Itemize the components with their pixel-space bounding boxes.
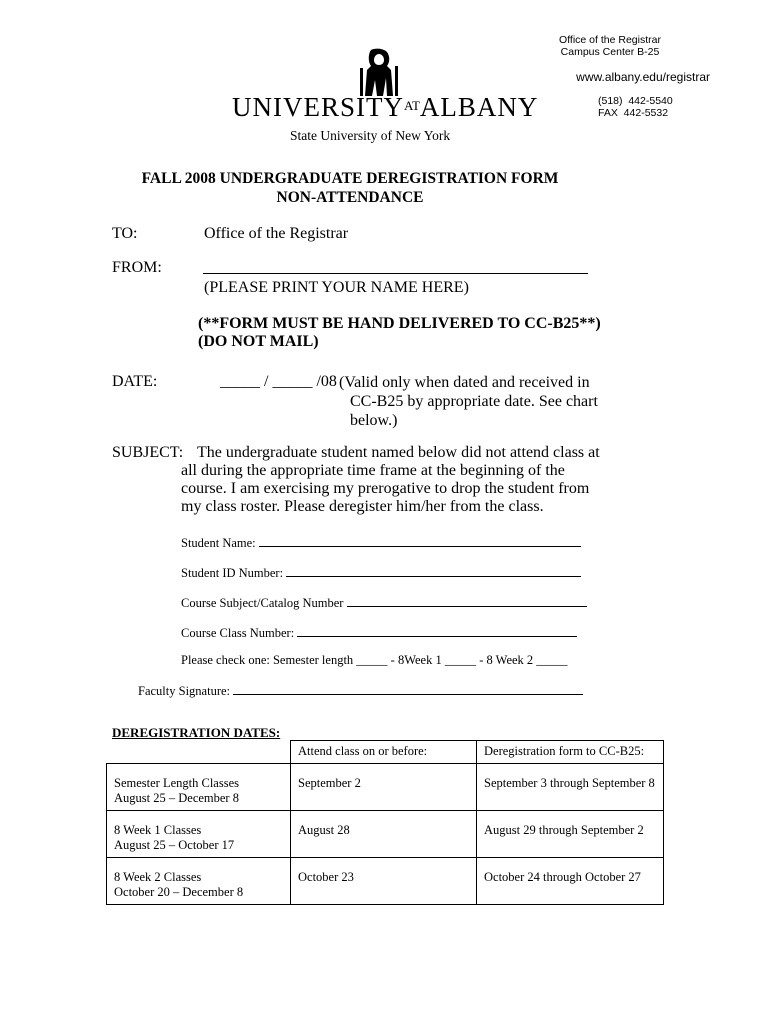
- session-range: August 25 – December 8: [114, 791, 239, 805]
- date-validity-note: [339, 373, 598, 430]
- registrar-contact: [535, 34, 685, 58]
- table-cell-dereg: August 29 through September 2: [477, 811, 664, 858]
- table-cell-dereg: September 3 through September 8: [477, 764, 664, 811]
- table-cell-attend: August 28: [291, 811, 477, 858]
- course-class-field[interactable]: [297, 624, 577, 637]
- registrar-website[interactable]: www.albany.edu/registrar: [576, 70, 710, 84]
- table-cell-attend: September 2: [291, 764, 477, 811]
- subject-line2: all during the appropriate time frame at the beginning of the: [181, 462, 565, 479]
- student-name-field[interactable]: [259, 534, 581, 547]
- wordmark-at: AT: [404, 98, 420, 113]
- university-wordmark: [232, 92, 538, 123]
- office-location: Campus Center B-25: [560, 46, 660, 58]
- deregistration-dates-heading: DEREGISTRATION DATES:: [112, 725, 281, 740]
- date-label: DATE:: [112, 373, 158, 390]
- course-subject-field[interactable]: [347, 594, 587, 607]
- table-cell-dereg: October 24 through October 27: [477, 858, 664, 905]
- student-id-row: [181, 564, 581, 581]
- date-note-line1: (Valid only when dated and received in: [339, 374, 590, 391]
- form-title-line2: NON-ATTENDANCE: [276, 189, 424, 206]
- office-name: Office of the Registrar: [559, 34, 661, 46]
- student-name-row: [181, 534, 581, 551]
- faculty-signature-field[interactable]: [233, 682, 583, 695]
- session-check-row[interactable]: Please check one: Semester length _____ - 8Week 1 _____ - 8 Week 2 _____: [181, 653, 568, 667]
- session-name: Semester Length Classes: [114, 776, 239, 790]
- subject-line3: course. I am exercising my prerogative to drop the student from: [181, 480, 590, 497]
- fax-number: FAX 442-5532: [598, 107, 669, 119]
- table-header-attend: Attend class on or before:: [291, 741, 477, 764]
- date-note-line3: below.): [350, 412, 398, 429]
- session-range: October 20 – December 8: [114, 885, 244, 899]
- phone-number: (518) 442-5540: [598, 95, 673, 107]
- table-header-empty: [107, 741, 291, 764]
- table-header-dereg: Deregistration form to CC-B25:: [477, 741, 664, 764]
- subject-line1: The undergraduate student named below did not attend class at: [197, 444, 600, 461]
- hand-deliver-notice: (**FORM MUST BE HAND DELIVERED TO CC-B25**): [198, 315, 601, 332]
- registrar-phone-fax: [598, 95, 673, 119]
- session-range: August 25 – October 17: [114, 838, 235, 852]
- session-name: 8 Week 2 Classes: [114, 870, 202, 884]
- course-class-label: Course Class Number:: [181, 626, 295, 640]
- date-note-line2: CC-B25 by appropriate date. See chart: [350, 393, 598, 410]
- to-value: Office of the Registrar: [204, 225, 349, 242]
- from-label: FROM:: [112, 259, 162, 276]
- table-cell-session: [107, 811, 291, 858]
- wordmark-albany: ALBANY: [419, 92, 539, 122]
- table-header-row: [107, 741, 664, 764]
- university-minerva-logo-icon: [357, 48, 401, 98]
- table-cell-attend: October 23: [291, 858, 477, 905]
- deregistration-dates-table: [106, 740, 664, 905]
- from-name-field[interactable]: [203, 273, 588, 274]
- table-row: [107, 764, 664, 811]
- subject-label: SUBJECT:: [112, 444, 184, 461]
- student-id-field[interactable]: [286, 564, 581, 577]
- faculty-signature-row: [138, 682, 583, 699]
- student-id-label: Student ID Number:: [181, 566, 284, 580]
- university-subtitle: State University of New York: [290, 128, 451, 143]
- to-label: TO:: [112, 225, 138, 242]
- date-field[interactable]: _____ / _____ /08: [220, 373, 337, 390]
- course-class-row: [181, 624, 577, 641]
- from-hint: (PLEASE PRINT YOUR NAME HERE): [204, 279, 469, 296]
- table-cell-session: [107, 858, 291, 905]
- table-row: [107, 858, 664, 905]
- subject-line4: my class roster. Please deregister him/her from the class.: [181, 498, 544, 515]
- subject-body: [181, 462, 589, 516]
- student-name-label: Student Name:: [181, 536, 256, 550]
- faculty-signature-label: Faculty Signature:: [138, 684, 230, 698]
- course-subject-label: Course Subject/Catalog Number: [181, 596, 344, 610]
- table-cell-session: [107, 764, 291, 811]
- wordmark-university: UNIVERSITY: [232, 92, 404, 122]
- table-row: [107, 811, 664, 858]
- do-not-mail-notice: (DO NOT MAIL): [198, 333, 319, 350]
- session-name: 8 Week 1 Classes: [114, 823, 202, 837]
- course-subject-row: [181, 594, 587, 611]
- form-title-line1: FALL 2008 UNDERGRADUATE DEREGISTRATION FORM: [141, 170, 559, 187]
